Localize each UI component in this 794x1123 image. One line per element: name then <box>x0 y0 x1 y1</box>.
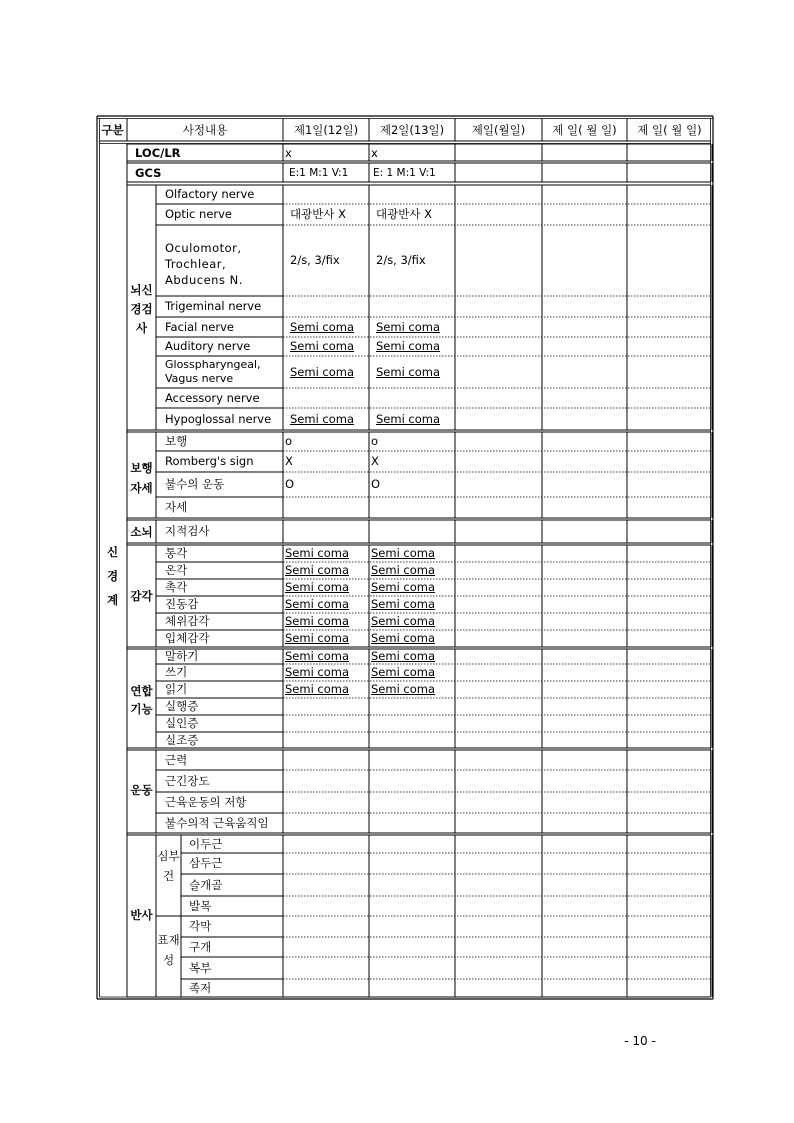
item-value-day1: Semi coma <box>285 597 350 611</box>
item-label: Trigeminal nerve <box>165 299 262 313</box>
item-value-day1: Semi coma <box>285 631 350 645</box>
reflex-item-label: 발목 <box>189 898 212 913</box>
header-day-1: 제1일(12일) <box>293 123 359 137</box>
item-value-day1: Semi coma <box>285 580 350 594</box>
group-name-0: 뇌신경검사 <box>130 283 153 335</box>
item-value-day2: Semi coma <box>376 319 441 334</box>
item-value-day1: Semi coma <box>290 411 355 426</box>
item-label: 근력 <box>165 752 188 767</box>
item-label: 불수의적 근육움직임 <box>165 815 269 830</box>
item-value-day1: Semi coma <box>285 665 350 679</box>
item-label: Hypoglossal nerve <box>165 411 272 426</box>
item-label: 보행 <box>165 434 188 448</box>
group-name-1: 보행자세 <box>130 461 153 495</box>
item-label: 불수의 운동 <box>165 477 225 491</box>
group-name-5: 운동 <box>130 783 153 797</box>
page-number: - 10 - <box>624 1034 656 1048</box>
header-category: 구분 <box>101 123 124 137</box>
group-name-6: 반사 <box>130 908 153 922</box>
item-value-day1: Semi coma <box>285 614 350 628</box>
reflex-subgroup-0: 심부건 <box>157 849 180 883</box>
item-label: 자세 <box>165 500 188 514</box>
reflex-item-label: 삼두근 <box>189 856 223 870</box>
item-label: 근육운동의 저항 <box>165 795 247 809</box>
reflex-item-label: 구개 <box>189 939 212 954</box>
item-value-day1: 대광반사 X <box>290 207 346 221</box>
reflex-item-label: 족저 <box>189 980 212 995</box>
item-label: 실인증 <box>165 716 199 730</box>
group-name-3: 감각 <box>130 589 153 603</box>
item-value-day1: Semi coma <box>285 649 350 663</box>
item-value-day2: Semi coma <box>371 580 436 594</box>
gcs-day2: E: 1 M:1 V:1 <box>373 167 436 179</box>
item-label: 근긴장도 <box>165 773 210 788</box>
item-value-day1: O <box>285 477 295 491</box>
loc-label: LOC/LR <box>135 146 181 160</box>
item-value-day2: o <box>371 434 379 448</box>
item-label: Glosspharyngeal, Vagus nerve <box>165 358 261 385</box>
item-label: 지적검사 <box>165 524 210 538</box>
item-label: 통각 <box>165 546 188 560</box>
loc-day1: x <box>285 146 292 160</box>
item-value-day2: O <box>371 477 381 491</box>
item-label: Auditory nerve <box>165 339 251 353</box>
item-label: 읽기 <box>165 682 188 696</box>
item-value-day2: Semi coma <box>371 631 436 645</box>
item-value-day2: Semi coma <box>376 411 441 426</box>
header-day-4: 제 일( 월 일) <box>552 123 617 137</box>
item-value-day1: Semi coma <box>290 339 355 353</box>
item-label: 온각 <box>165 563 188 577</box>
item-label: 촉각 <box>165 580 188 594</box>
reflex-item-label: 각막 <box>189 919 212 933</box>
item-value-day2: Semi coma <box>376 339 441 353</box>
group-name-2: 소뇌 <box>130 525 153 539</box>
item-label: 실조증 <box>165 732 199 747</box>
item-label: Oculomotor, Trochlear, Abducens N. <box>165 240 243 287</box>
item-label: 입체감각 <box>165 631 210 645</box>
item-label: Facial nerve <box>165 319 234 334</box>
loc-day2: x <box>371 146 378 160</box>
item-value-day1: Semi coma <box>290 364 355 379</box>
item-label: 실행증 <box>165 699 199 713</box>
reflex-item-label: 이두근 <box>189 836 223 851</box>
item-label: Optic nerve <box>165 207 233 221</box>
item-label: 진동감 <box>165 597 199 611</box>
item-value-day1: o <box>285 434 293 448</box>
item-value-day1: Semi coma <box>285 546 350 560</box>
item-value-day2: Semi coma <box>371 665 436 679</box>
header-day-5: 제 일( 월 일) <box>637 123 702 137</box>
item-label: 쓰기 <box>165 665 188 679</box>
item-value-day2: Semi coma <box>371 682 436 696</box>
item-value-day2: Semi coma <box>371 563 436 577</box>
item-label: Olfactory nerve <box>165 187 255 201</box>
header-item: 사정내용 <box>182 123 228 137</box>
reflex-subgroup-1: 표재성 <box>157 933 180 967</box>
item-label: 말하기 <box>165 649 199 663</box>
item-value-day2: Semi coma <box>371 546 436 560</box>
reflex-item-label: 슬개골 <box>189 877 223 892</box>
group-name-4: 연합기능 <box>130 684 153 716</box>
item-value-day1: Semi coma <box>285 682 350 696</box>
item-value-day2: 2/s, 3/fix <box>376 253 426 267</box>
item-value-day2: 대광반사 X <box>376 207 432 221</box>
item-value-day1: Semi coma <box>285 563 350 577</box>
item-value-day2: Semi coma <box>371 614 436 628</box>
item-value-day1: X <box>285 454 293 468</box>
item-value-day2: Semi coma <box>371 597 436 611</box>
gcs-day1: E:1 M:1 V:1 <box>289 167 349 179</box>
section-label: 신경계 <box>106 545 119 607</box>
item-value-day1: 2/s, 3/fix <box>290 253 340 267</box>
gcs-label: GCS <box>135 166 162 180</box>
header-day-3: 제일(월일) <box>471 123 526 137</box>
item-value-day2: X <box>371 454 379 468</box>
reflex-item-label: 복부 <box>189 960 212 975</box>
item-value-day2: Semi coma <box>371 649 436 663</box>
header-day-2: 제2일(13일) <box>379 123 445 137</box>
item-label: 체위감각 <box>165 614 210 628</box>
item-value-day1: Semi coma <box>290 319 355 334</box>
item-value-day2: Semi coma <box>376 364 441 379</box>
item-label: Accessory nerve <box>165 390 260 405</box>
item-label: Romberg's sign <box>165 454 254 468</box>
